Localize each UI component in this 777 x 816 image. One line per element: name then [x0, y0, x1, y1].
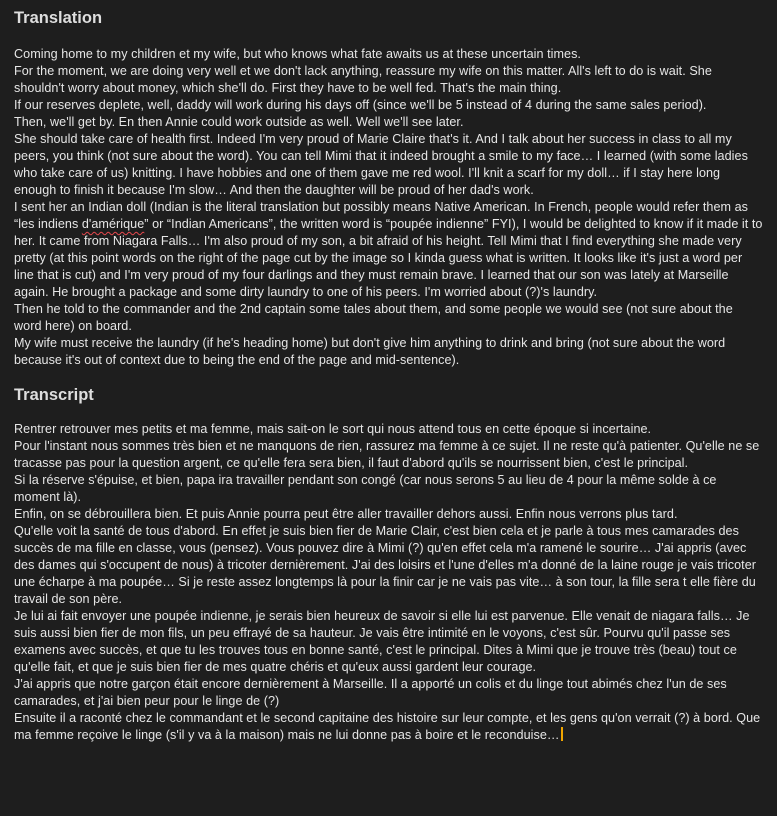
spellcheck-flagged-word[interactable]: d'amérique [81, 217, 145, 231]
transcript-paragraph-last [14, 710, 763, 744]
transcript-heading: Transcript [14, 386, 94, 404]
transcript-paragraph: Enfin, on se débrouillera bien. Et puis Annie pourra peut être aller travailler dehors aussi. Enfin nous verrons plus tard. [14, 507, 678, 521]
transcript-paragraph: Qu'elle voit la santé de tous d'abord. En effet je suis bien fier de Marie Clair, c'est bien cela et je parle à tous mes camarades des succès de ma fille en classe, vous (pensez). Vous pouvez dire à Mimi (?) qu'en effet cela m'a ramené le sourire… J'ai appris (avec des dames qui s'occupent de nous) à tricoter dernièrement. J'ai des loisirs et l'une d'elles m'a donné de la laine rouge je vais tricoter une écharpe à ma poupée… Si je reste assez longtemps là pour la finir car je ne vais pas vite… à son tour, la fille sera t elle fière du travail de son père. [14, 524, 757, 606]
text-run: ” or “Indian Americans”, the written word is “poupée indienne” FYI), I would be delighted to know if it made it to her. It came from Niagara Falls… I'm also proud of my son, a bit afraid of his height. Tell Mimi that I find everything she made very pretty (at this point words on the right of the page cut by the image so I kinda guess what is written. It looks like it's just a word per line that is cut) and I'm very proud of my four darlings and they must remain brave. I learned that our son was lately at Marseille again. He brought a package and some dirty laundry to one of his peers. I'm worried about (?)'s laundry. [14, 217, 763, 299]
transcript-section [14, 421, 763, 744]
translation-paragraph-doll [14, 199, 763, 301]
transcript-paragraph: Je lui ai fait envoyer une poupée indienne, je serais bien heureux de savoir si elle lui est parvenue. Elle venait de niagara falls… Je suis aussi bien fier de mon fils, un peu effrayé de sa hauteur. Je vais être intimité en le voyons, c'est sûr. Pourvu qu'il passe ses examens avec succès, et que tu les trouves tous en bonne santé, c'est le principal. Dites à Mimi que je trouve très (beau) tout ce qu'elle fait, et que je suis bien fier de mes quatre chéris et qu'eux aussi gardent leur courage. [14, 609, 750, 674]
translation-heading: Translation [14, 9, 103, 27]
text-run: I sent her an Indian doll (Indian is the literal translation but possibly means Native American. In French, people would refer them as “les indiens [14, 200, 749, 231]
transcript-paragraph: J'ai appris que notre garçon était encore dernièrement à Marseille. Il a apporté un colis et du linge tout abimés chez l'un de ses camarades, et j'ai bien peur pour le linge de (?) [14, 677, 727, 708]
transcript-paragraph: Si la réserve s'épuise, et bien, papa ira travailler pendant son congé (car nous serons 5 au lieu de 4 pour la même solde à ce moment là). [14, 473, 717, 504]
translation-paragraph: For the moment, we are doing very well et we don't lack anything, reassure my wife on this matter. All's left to do is wait. She shouldn't worry about money, which she'll do. First they have to be well fed. That's the main thing. [14, 64, 712, 95]
text-run: Ensuite il a raconté chez le commandant et le second capitaine des histoire sur leur compte, et les gens qu'on verrait (?) à bord. Que ma femme reçoive le linge (s'il y va à la maison) mais ne lui donne pas à boire et le reconduise… [14, 711, 761, 742]
translation-paragraph: Then he told to the commander and the 2nd captain some tales about them, and some people we would see (not sure about the word here) on board. [14, 302, 733, 333]
transcript-paragraph: Pour l'instant nous sommes très bien et ne manquons de rien, rassurez ma femme à ce sujet. Il ne reste qu'à patienter. Qu'elle ne se tracasse pas pour la question argent, ce qu'elle fera sera bien, il faut d'abord qu'ils se nourrissent bien, c'est le principal. [14, 439, 760, 470]
translation-paragraph: Then, we'll get by. En then Annie could work outside as well. Well we'll see later. [14, 115, 464, 129]
translation-paragraph: She should take care of health first. Indeed I'm very proud of Marie Claire that's it. And I talk about her success in class to all my peers, you think (not sure about the word). You can tell Mimi that it indeed brought a smile to my face… I learned (with some ladies who take care of us) knitting. I have hobbies and one of them gave me red wool. I'll knit a scarf for my doll… if I stay here long enough to finish it because I'm slow… And then the daughter will be proud of her dad's work. [14, 132, 748, 197]
translation-paragraph: Coming home to my children et my wife, but who knows what fate awaits us at these uncertain times. [14, 47, 581, 61]
text-cursor [561, 727, 563, 741]
translation-section [14, 46, 763, 369]
transcript-paragraph: Rentrer retrouver mes petits et ma femme, mais sait-on le sort qui nous attend tous en cette époque si incertaine. [14, 422, 652, 436]
translation-paragraph: My wife must receive the laundry (if he's heading home) but don't give him anything to drink and bring (not sure about the word because it's out of context due to being the end of the page and mid-sentence). [14, 336, 726, 367]
translation-paragraph: If our reserves deplete, well, daddy will work during his days off (since we'll be 5 instead of 4 during the same sales period). [14, 98, 707, 112]
